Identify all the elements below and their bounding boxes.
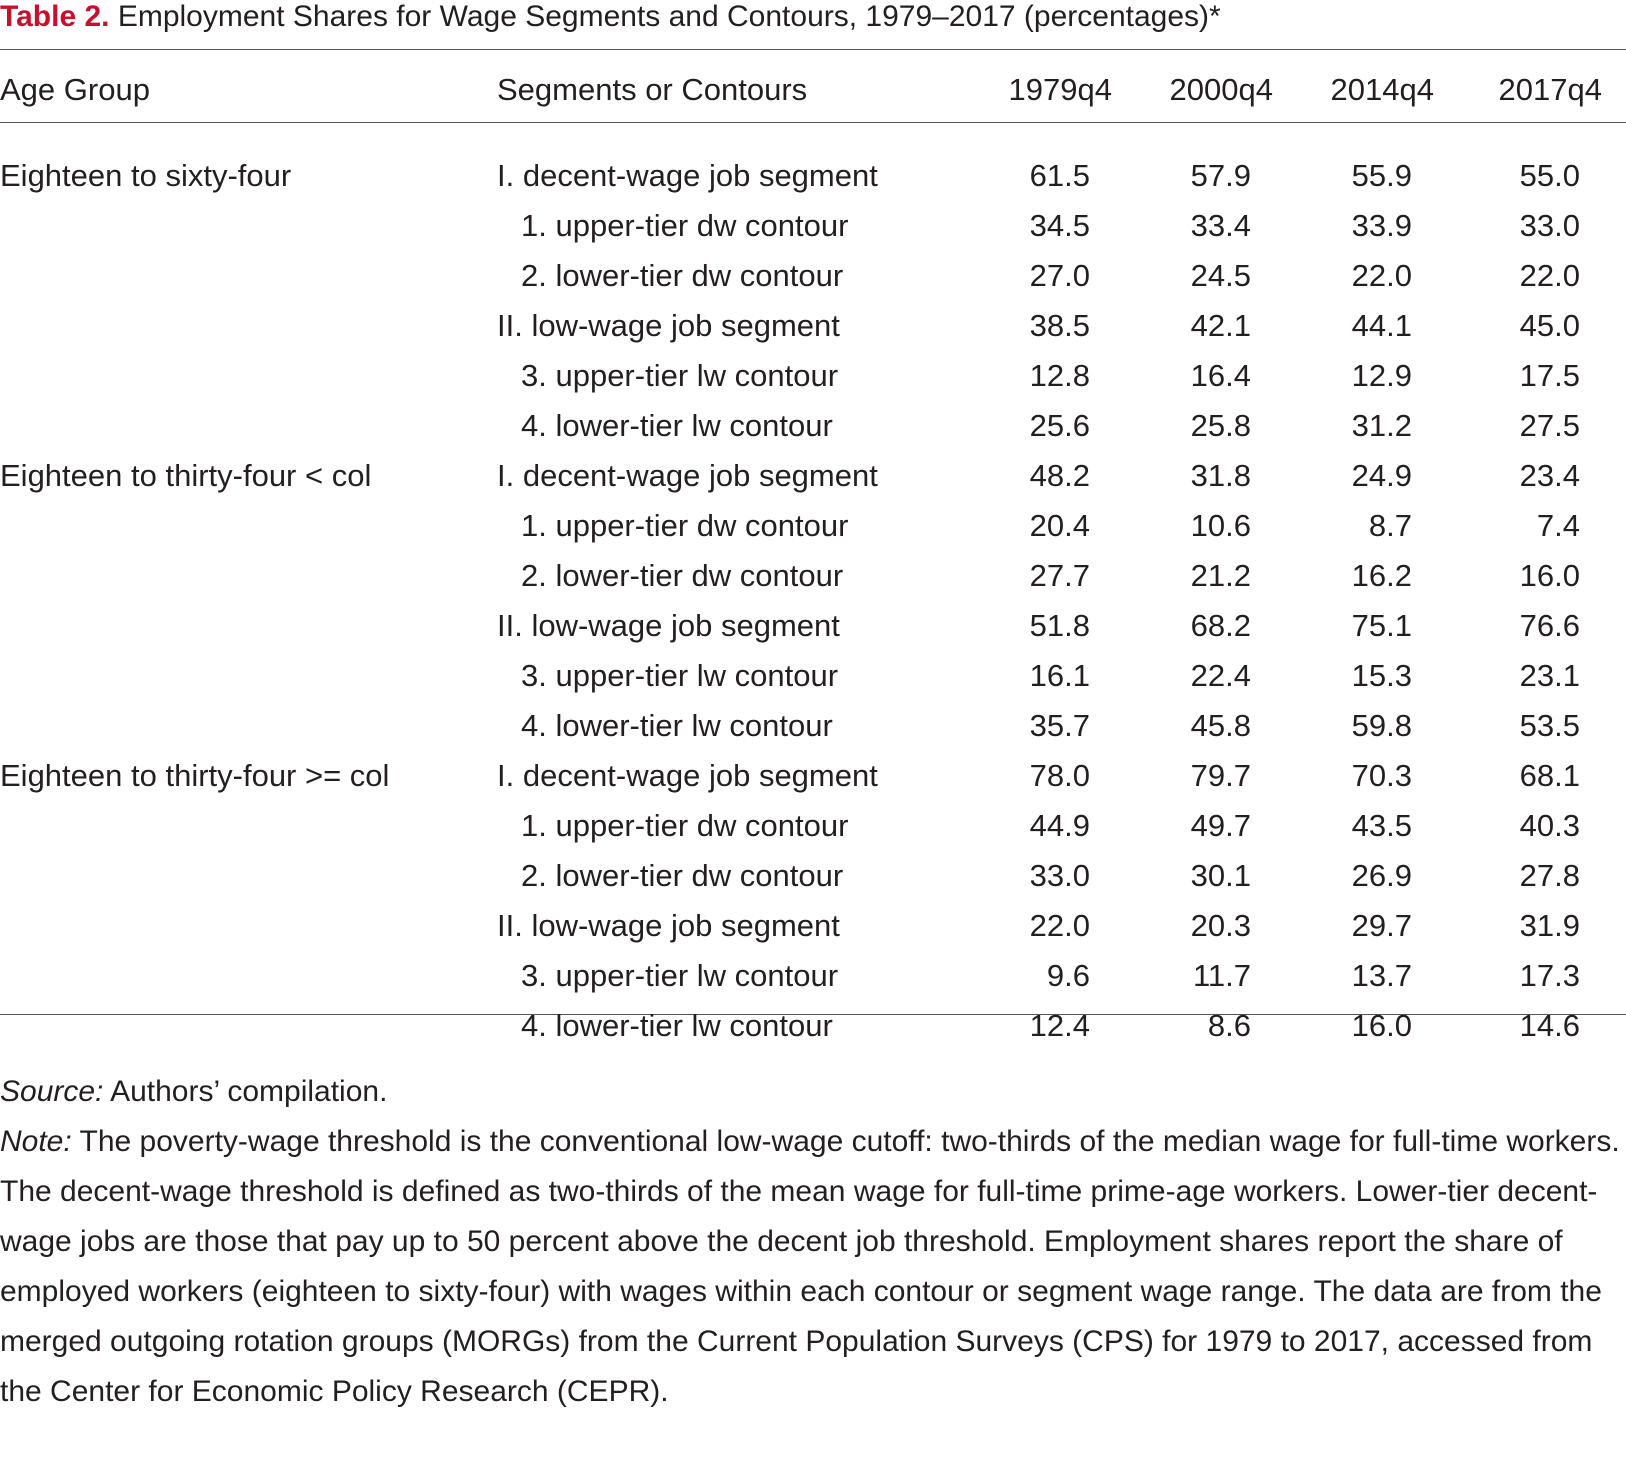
age-group-cell — [0, 1001, 497, 1051]
source-note — [0, 1067, 1626, 1117]
value-cell: 45.0 — [1519, 308, 1580, 343]
value-cell: 25.6 — [1029, 408, 1090, 443]
value-cell: 7.4 — [1536, 508, 1580, 543]
value-cell: 12.9 — [1351, 358, 1412, 393]
value-cell: 45.8 — [1190, 708, 1251, 743]
segment-cell: II. low-wage job segment — [497, 308, 840, 343]
segment-cell: II. low-wage job segment — [497, 908, 840, 943]
age-group-cell — [0, 501, 497, 551]
column-header-segments: Segments or Contours — [497, 71, 808, 107]
table-row — [0, 551, 1626, 601]
age-group-cell — [0, 951, 497, 1001]
value-cell: 27.0 — [1029, 258, 1090, 293]
segment-cell: 3. upper-tier lw contour — [521, 958, 839, 993]
table-row — [0, 501, 1626, 551]
table-body — [0, 127, 1626, 1051]
table-row — [0, 301, 1626, 351]
age-group-cell — [0, 251, 497, 301]
age-group-cell — [0, 601, 497, 651]
age-group-cell — [0, 801, 497, 851]
table-row — [0, 351, 1626, 401]
value-cell: 27.8 — [1519, 858, 1580, 893]
note-paragraph — [0, 1117, 1626, 1417]
value-cell: 21.2 — [1190, 558, 1251, 593]
value-cell: 17.5 — [1519, 358, 1580, 393]
top-rule — [0, 49, 1626, 50]
segment-cell: 2. lower-tier dw contour — [521, 558, 844, 593]
value-cell: 23.4 — [1519, 458, 1580, 493]
value-cell: 49.7 — [1190, 808, 1251, 843]
segment-cell: 1. upper-tier dw contour — [521, 508, 849, 543]
table-row — [0, 751, 1626, 801]
table-label: Table 2. — [0, 0, 110, 33]
value-cell: 55.0 — [1519, 158, 1580, 193]
age-group-cell — [0, 551, 497, 601]
table-row — [0, 951, 1626, 1001]
value-cell: 29.7 — [1351, 908, 1412, 943]
segment-cell: 4. lower-tier lw contour — [521, 708, 833, 743]
value-cell: 11.7 — [1192, 958, 1251, 993]
value-cell: 26.9 — [1351, 858, 1412, 893]
value-cell: 22.4 — [1190, 658, 1251, 693]
value-cell: 14.6 — [1519, 1008, 1580, 1043]
header-row — [0, 52, 1626, 127]
value-cell: 33.4 — [1190, 208, 1251, 243]
value-cell: 48.2 — [1029, 458, 1090, 493]
column-header-age-group: Age Group — [0, 71, 150, 107]
value-cell: 12.8 — [1029, 358, 1090, 393]
value-cell: 34.5 — [1029, 208, 1090, 243]
value-cell: 8.6 — [1207, 1008, 1251, 1043]
table-row — [0, 651, 1626, 701]
age-group-cell: Eighteen to sixty-four — [0, 158, 292, 193]
value-cell: 15.3 — [1351, 658, 1412, 693]
segment-cell: 2. lower-tier dw contour — [521, 858, 844, 893]
value-cell: 44.9 — [1029, 808, 1090, 843]
table-row — [0, 1001, 1626, 1051]
source-label: Source: — [0, 1075, 104, 1108]
value-cell: 22.0 — [1029, 908, 1090, 943]
table-row — [0, 127, 1626, 201]
value-cell: 31.9 — [1519, 908, 1580, 943]
value-cell: 24.5 — [1190, 258, 1251, 293]
value-cell: 10.6 — [1190, 508, 1251, 543]
value-cell: 79.7 — [1190, 758, 1251, 793]
column-header-1979q4: 1979q4 — [1008, 71, 1112, 107]
value-cell: 12.4 — [1029, 1008, 1090, 1043]
table-row — [0, 601, 1626, 651]
age-group-cell — [0, 651, 497, 701]
segment-cell: 2. lower-tier dw contour — [521, 258, 844, 293]
age-group-cell — [0, 401, 497, 451]
age-group-cell — [0, 301, 497, 351]
table-row — [0, 851, 1626, 901]
value-cell: 8.7 — [1368, 508, 1412, 543]
value-cell: 76.6 — [1519, 608, 1580, 643]
column-header-2014q4: 2014q4 — [1330, 71, 1434, 107]
value-cell: 16.0 — [1351, 1008, 1412, 1043]
value-cell: 61.5 — [1029, 158, 1090, 193]
value-cell: 68.1 — [1519, 758, 1580, 793]
table-row — [0, 801, 1626, 851]
column-header-2017q4: 2017q4 — [1498, 71, 1602, 107]
value-cell: 30.1 — [1190, 858, 1251, 893]
segment-cell: I. decent-wage job segment — [497, 458, 878, 493]
value-cell: 9.6 — [1046, 958, 1090, 993]
segment-cell: 1. upper-tier dw contour — [521, 208, 849, 243]
value-cell: 42.1 — [1190, 308, 1251, 343]
age-group-cell — [0, 851, 497, 901]
age-group-cell: Eighteen to thirty-four >= col — [0, 758, 390, 793]
value-cell: 22.0 — [1519, 258, 1580, 293]
value-cell: 43.5 — [1351, 808, 1412, 843]
segment-cell: 3. upper-tier lw contour — [521, 358, 839, 393]
value-cell: 33.9 — [1351, 208, 1412, 243]
value-cell: 57.9 — [1190, 158, 1251, 193]
value-cell: 78.0 — [1029, 758, 1090, 793]
value-cell: 55.9 — [1351, 158, 1412, 193]
value-cell: 23.1 — [1519, 658, 1580, 693]
value-cell: 16.2 — [1351, 558, 1412, 593]
age-group-cell — [0, 901, 497, 951]
value-cell: 70.3 — [1351, 758, 1412, 793]
value-cell: 27.5 — [1519, 408, 1580, 443]
age-group-cell — [0, 201, 497, 251]
segment-cell: I. decent-wage job segment — [497, 158, 878, 193]
table-row — [0, 201, 1626, 251]
table-row — [0, 901, 1626, 951]
value-cell: 27.7 — [1029, 558, 1090, 593]
value-cell: 22.0 — [1351, 258, 1412, 293]
value-cell: 16.0 — [1519, 558, 1580, 593]
note-label: Note: — [0, 1125, 72, 1158]
value-cell: 16.4 — [1190, 358, 1251, 393]
column-header-2000q4: 2000q4 — [1169, 71, 1273, 107]
value-cell: 59.8 — [1351, 708, 1412, 743]
age-group-cell — [0, 351, 497, 401]
segment-cell: 1. upper-tier dw contour — [521, 808, 849, 843]
value-cell: 33.0 — [1029, 858, 1090, 893]
value-cell: 68.2 — [1190, 608, 1251, 643]
value-cell: 40.3 — [1519, 808, 1580, 843]
note-text: The poverty-wage threshold is the conventional low-wage cutoff: two-thirds of the median wage for full-time workers. The decent-wage threshold is defined as two-thirds of the mean wage for full-time prime-age workers. Lower-tier decent-wage jobs are those that pay up to 50 percent above the decent job threshold. Employment shares report the share of employed workers (eighteen to sixty-four) with wages within each contour or segment wage range. The data are from the merged outgoing rotation groups (MORGs) from the Current Population Surveys (CPS) for 1979 to 2017, accessed from the Center for Economic Policy Research (CEPR). — [0, 1125, 1620, 1408]
value-cell: 53.5 — [1519, 708, 1580, 743]
value-cell: 44.1 — [1351, 308, 1412, 343]
table-row — [0, 401, 1626, 451]
table-title: Employment Shares for Wage Segments and Contours, 1979–2017 (percentages)* — [117, 0, 1221, 33]
table-row — [0, 251, 1626, 301]
value-cell: 51.8 — [1029, 608, 1090, 643]
value-cell: 24.9 — [1351, 458, 1412, 493]
table-caption — [0, 0, 1626, 44]
segment-cell: II. low-wage job segment — [497, 608, 840, 643]
value-cell: 20.3 — [1190, 908, 1251, 943]
data-table — [0, 52, 1626, 1051]
table-row — [0, 701, 1626, 751]
segment-cell: I. decent-wage job segment — [497, 758, 878, 793]
value-cell: 20.4 — [1029, 508, 1090, 543]
value-cell: 25.8 — [1190, 408, 1251, 443]
age-group-cell — [0, 701, 497, 751]
value-cell: 31.2 — [1351, 408, 1412, 443]
value-cell: 75.1 — [1351, 608, 1412, 643]
table-notes — [0, 1067, 1626, 1417]
source-text: Authors’ compilation. — [103, 1075, 388, 1108]
value-cell: 31.8 — [1190, 458, 1251, 493]
table-row — [0, 451, 1626, 501]
value-cell: 33.0 — [1519, 208, 1580, 243]
value-cell: 16.1 — [1029, 658, 1090, 693]
value-cell: 13.7 — [1351, 958, 1412, 993]
age-group-cell: Eighteen to thirty-four < col — [0, 458, 372, 493]
segment-cell: 4. lower-tier lw contour — [521, 408, 833, 443]
segment-cell: 3. upper-tier lw contour — [521, 658, 839, 693]
segment-cell: 4. lower-tier lw contour — [521, 1008, 833, 1043]
value-cell: 38.5 — [1029, 308, 1090, 343]
value-cell: 17.3 — [1519, 958, 1580, 993]
value-cell: 35.7 — [1029, 708, 1090, 743]
